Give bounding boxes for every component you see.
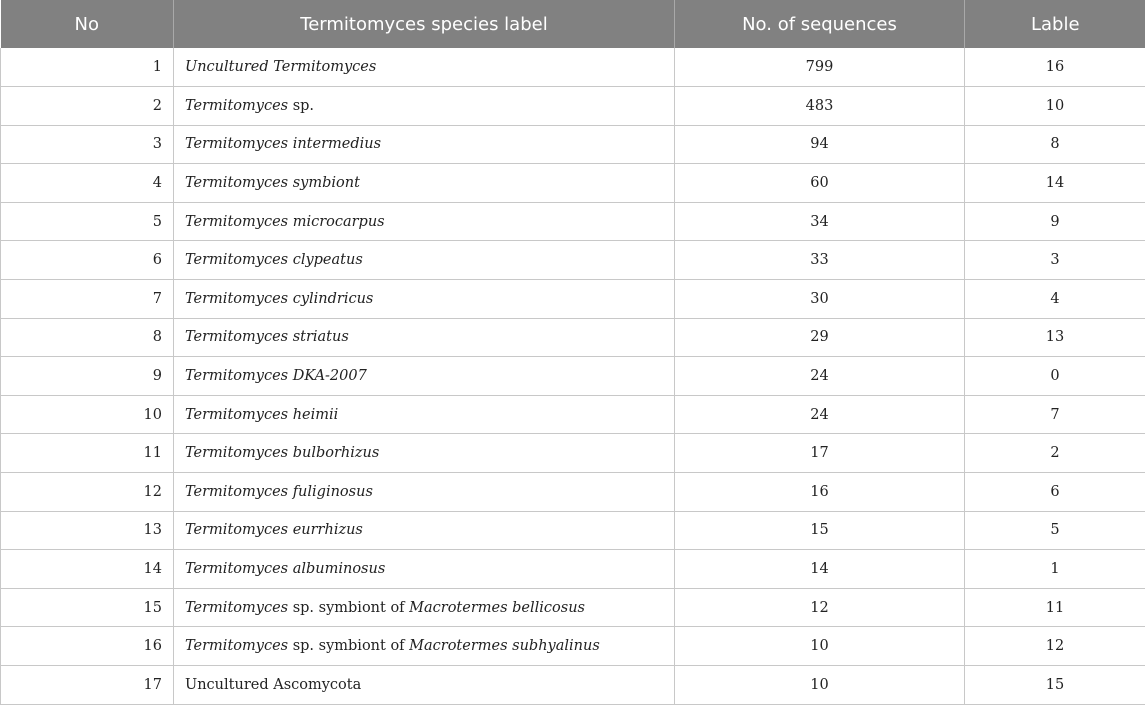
header-no: No: [1, 0, 174, 48]
table-row: [1, 550, 1145, 589]
table-row: [1, 125, 1145, 164]
species-label-segment: sp. symbiont of: [288, 638, 409, 654]
row-number: 3: [1, 125, 174, 164]
species-label-segment: Termitomyces DKA-2007: [185, 368, 367, 384]
species-label-segment: sp.: [288, 98, 314, 114]
row-number: 11: [1, 434, 174, 473]
species-label-segment: Termitomyces eurrhizus: [185, 522, 363, 538]
species-label-segment: Termitomyces bulborhizus: [185, 445, 379, 461]
species-label-segment: Termitomyces albuminosus: [185, 561, 385, 577]
species-label-segment: Termitomyces heimii: [185, 407, 338, 423]
species-label: [174, 395, 675, 434]
lable-value: 15: [965, 666, 1145, 705]
lable-value: 6: [965, 473, 1145, 512]
sequence-count: 16: [675, 473, 965, 512]
species-label: [174, 48, 675, 87]
species-label-segment: Macrotermes bellicosus: [409, 600, 585, 616]
sequence-count: 10: [675, 627, 965, 666]
table-row: [1, 241, 1145, 280]
sequence-count: 94: [675, 125, 965, 164]
species-label-segment: Termitomyces intermedius: [185, 136, 381, 152]
sequence-count: 799: [675, 48, 965, 87]
species-label: [174, 87, 675, 126]
table-header: [1, 0, 1145, 48]
table-row: [1, 87, 1145, 126]
species-label-segment: Termitomyces cylindricus: [185, 291, 373, 307]
species-label: [174, 357, 675, 396]
lable-value: 7: [965, 395, 1145, 434]
sequence-count: 34: [675, 202, 965, 241]
table-row: [1, 318, 1145, 357]
species-label-segment: Termitomyces: [185, 638, 288, 654]
species-label-segment: Termitomyces symbiont: [185, 175, 360, 191]
species-label: [174, 434, 675, 473]
row-number: 16: [1, 627, 174, 666]
species-label: [174, 588, 675, 627]
header-species-label: Termitomyces species label: [174, 0, 675, 48]
sequence-count: 10: [675, 666, 965, 705]
sequence-count: 33: [675, 241, 965, 280]
species-label: [174, 627, 675, 666]
species-label: [174, 473, 675, 512]
table-row: [1, 280, 1145, 319]
lable-value: 14: [965, 164, 1145, 203]
header-row: [1, 0, 1145, 48]
lable-value: 16: [965, 48, 1145, 87]
species-label: [174, 202, 675, 241]
row-number: 14: [1, 550, 174, 589]
table-row: [1, 164, 1145, 203]
lable-value: 11: [965, 588, 1145, 627]
header-lable: Lable: [965, 0, 1145, 48]
sequence-count: 17: [675, 434, 965, 473]
table-row: [1, 588, 1145, 627]
species-label-segment: Termitomyces microcarpus: [185, 214, 385, 230]
lable-value: 1: [965, 550, 1145, 589]
row-number: 2: [1, 87, 174, 126]
sequence-count: 15: [675, 511, 965, 550]
table-row: [1, 434, 1145, 473]
row-number: 6: [1, 241, 174, 280]
row-number: 12: [1, 473, 174, 512]
species-label: [174, 280, 675, 319]
species-label-segment: Termitomyces: [185, 98, 288, 114]
header-no-of-sequences: No. of sequences: [675, 0, 965, 48]
species-label-segment: Termitomyces striatus: [185, 329, 349, 345]
row-number: 13: [1, 511, 174, 550]
species-label: [174, 318, 675, 357]
species-label-segment: Uncultured Ascomycota: [185, 677, 361, 693]
row-number: 5: [1, 202, 174, 241]
species-label-segment: Uncultured Termitomyces: [185, 59, 376, 75]
lable-value: 3: [965, 241, 1145, 280]
sequence-count: 29: [675, 318, 965, 357]
lable-value: 4: [965, 280, 1145, 319]
table-row: [1, 202, 1145, 241]
species-label: [174, 164, 675, 203]
lable-value: 12: [965, 627, 1145, 666]
lable-value: 5: [965, 511, 1145, 550]
table-row: [1, 357, 1145, 396]
table-row: [1, 48, 1145, 87]
row-number: 10: [1, 395, 174, 434]
lable-value: 10: [965, 87, 1145, 126]
species-label: [174, 511, 675, 550]
species-label-segment: Termitomyces clypeatus: [185, 252, 363, 268]
table-row: [1, 666, 1145, 705]
lable-value: 13: [965, 318, 1145, 357]
lable-value: 0: [965, 357, 1145, 396]
species-label-segment: Termitomyces fuliginosus: [185, 484, 373, 500]
table-row: [1, 395, 1145, 434]
sequence-count: 60: [675, 164, 965, 203]
species-label: [174, 550, 675, 589]
sequence-count: 12: [675, 588, 965, 627]
row-number: 9: [1, 357, 174, 396]
row-number: 4: [1, 164, 174, 203]
table-row: [1, 473, 1145, 512]
sequence-count: 30: [675, 280, 965, 319]
row-number: 1: [1, 48, 174, 87]
species-label: [174, 125, 675, 164]
species-label: [174, 241, 675, 280]
table-row: [1, 627, 1145, 666]
row-number: 8: [1, 318, 174, 357]
species-label-segment: Termitomyces: [185, 600, 288, 616]
row-number: 17: [1, 666, 174, 705]
lable-value: 8: [965, 125, 1145, 164]
sequence-count: 483: [675, 87, 965, 126]
lable-value: 2: [965, 434, 1145, 473]
sequence-count: 24: [675, 357, 965, 396]
lable-value: 9: [965, 202, 1145, 241]
row-number: 15: [1, 588, 174, 627]
table-body: [1, 48, 1145, 704]
species-label-segment: Macrotermes subhyalinus: [409, 638, 600, 654]
sequence-count: 24: [675, 395, 965, 434]
species-label: [174, 666, 675, 705]
row-number: 7: [1, 280, 174, 319]
species-label-segment: sp. symbiont of: [288, 600, 409, 616]
table-row: [1, 511, 1145, 550]
sequence-count: 14: [675, 550, 965, 589]
